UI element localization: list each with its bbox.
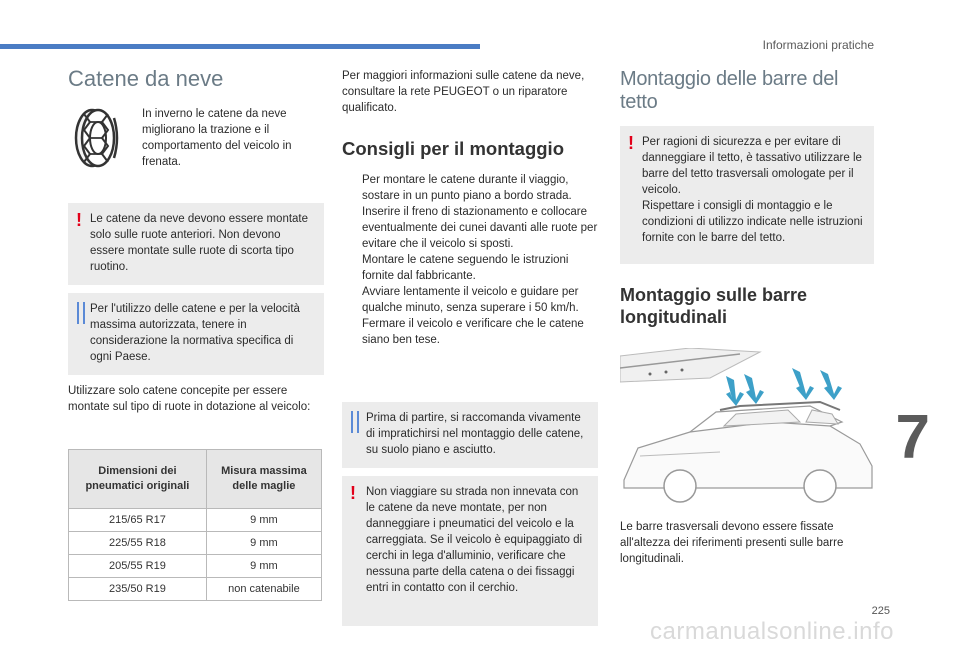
chains-paragraph: Utilizzare solo catene concepite per essere montate sul tipo di ruote in dotazione al veicolo: <box>68 385 311 413</box>
table-cell: 205/55 R19 <box>69 555 207 578</box>
fitting-advice-heading: Consigli per il montaggio <box>342 138 564 159</box>
table-cell: 9 mm <box>206 555 321 578</box>
list-item: Fermare il veicolo e verificare che le catene siano ben tese. <box>362 318 584 346</box>
tyre-chain-table <box>68 449 322 601</box>
table-cell: 225/55 R18 <box>69 532 207 555</box>
warning-icon: ! <box>628 133 634 153</box>
page-number: 225 <box>871 605 890 617</box>
top-accent-bar <box>0 44 480 49</box>
list-item: Avviare lentamente il veicolo e guidare per qualche minuto, senza superare i 50 km/h. <box>362 286 579 314</box>
table-header-row <box>69 450 322 509</box>
list-item: Montare le catene seguendo le istruzioni fornite dal fabbricante. <box>362 254 569 282</box>
warning-front-wheels <box>68 203 324 285</box>
warning-icon: ! <box>76 210 82 230</box>
info-icon <box>77 302 85 324</box>
info-text: Per l'utilizzo delle catene e per la velocità massima autorizzata, tenere in considerazione la normativa specifica di ogni Paese. <box>90 303 300 363</box>
list-item: Inserire il freno di stazionamento e collocare eventualmente dei cunei davanti alle ruote per evitare che il veicolo si sposti. <box>362 206 598 250</box>
chapter-number: 7 <box>895 403 930 472</box>
column-snow-chains <box>68 60 324 601</box>
warning-roof-bars <box>620 126 874 264</box>
list-item: Per montare le catene durante il viaggio, sostare in un punto piano a bordo strada. <box>362 174 572 202</box>
table-cell: 9 mm <box>206 532 321 555</box>
column-roof-bars <box>620 60 874 567</box>
table-row <box>69 532 322 555</box>
warning-text: Le catene da neve devono essere montate solo sulle ruote anteriori. Non devono essere montate sulle ruote di scorta tipo ruotino. <box>90 213 309 273</box>
watermark: carmanualsonline.info <box>650 618 894 645</box>
warning-text: Per ragioni di sicurezza e per evitare di danneggiare il tetto, è tassativo utilizzare le barre del tetto trasversali omologate per il veicolo. <box>642 136 862 196</box>
table-row <box>69 578 322 601</box>
warning-icon: ! <box>350 483 356 503</box>
table-row <box>69 509 322 532</box>
column-fitting-advice <box>342 68 598 626</box>
warning-text: Non viaggiare su strada non innevata con le catene da neve montate, per non danneggiare i pneumatici del veicolo e la carreggiata. Se il veicolo è equipaggiato di cerchi in lega d'alluminio, verificare che nessuna parte della catena o dei fissaggi entri in contatto con il cerchio. <box>366 486 583 594</box>
table-cell: 235/50 R19 <box>69 578 207 601</box>
dealer-info-paragraph: Per maggiori informazioni sulle catene da neve, consultare la rete PEUGEOT o un riparatore qualificato. <box>342 70 585 114</box>
snow-chain-icon <box>68 106 126 170</box>
longitudinal-bars-heading: Montaggio sulle barre longitudinali <box>620 285 808 327</box>
info-icon <box>351 411 359 433</box>
section-header: Informazioni pratiche <box>762 38 874 52</box>
car-roof-bars-illustration <box>620 348 874 508</box>
warning-no-snow <box>342 476 598 626</box>
page-title: Catene da neve <box>68 66 224 91</box>
table-cell: non catenabile <box>206 578 321 601</box>
info-practice <box>342 402 598 468</box>
table-row <box>69 555 322 578</box>
table-cell: 215/65 R17 <box>69 509 207 532</box>
warning-text-2: Rispettare i consigli di montaggio e le condizioni di utilizzo indicate nelle istruzioni fornite con le barre del tetto. <box>642 200 863 244</box>
info-text: Prima di partire, si raccomanda vivamente di impratichirsi nel montaggio delle catene, su suolo piano e asciutto. <box>366 412 584 456</box>
roof-bars-caption: Le barre trasversali devono essere fissate all'altezza dei riferimenti presenti sulle barre longitudinali. <box>620 521 844 565</box>
table-header: Misura massima delle maglie <box>206 450 321 509</box>
roof-bars-title: Montaggio delle barre del tetto <box>620 68 839 113</box>
fitting-steps-list <box>342 172 598 348</box>
intro-text: In inverno le catene da neve migliorano la trazione e il comportamento del veicolo in frenata. <box>142 108 292 168</box>
info-legislation <box>68 293 324 375</box>
table-header: Dimensioni dei pneumatici originali <box>69 450 207 509</box>
intro-block <box>68 106 324 170</box>
table-cell: 9 mm <box>206 509 321 532</box>
